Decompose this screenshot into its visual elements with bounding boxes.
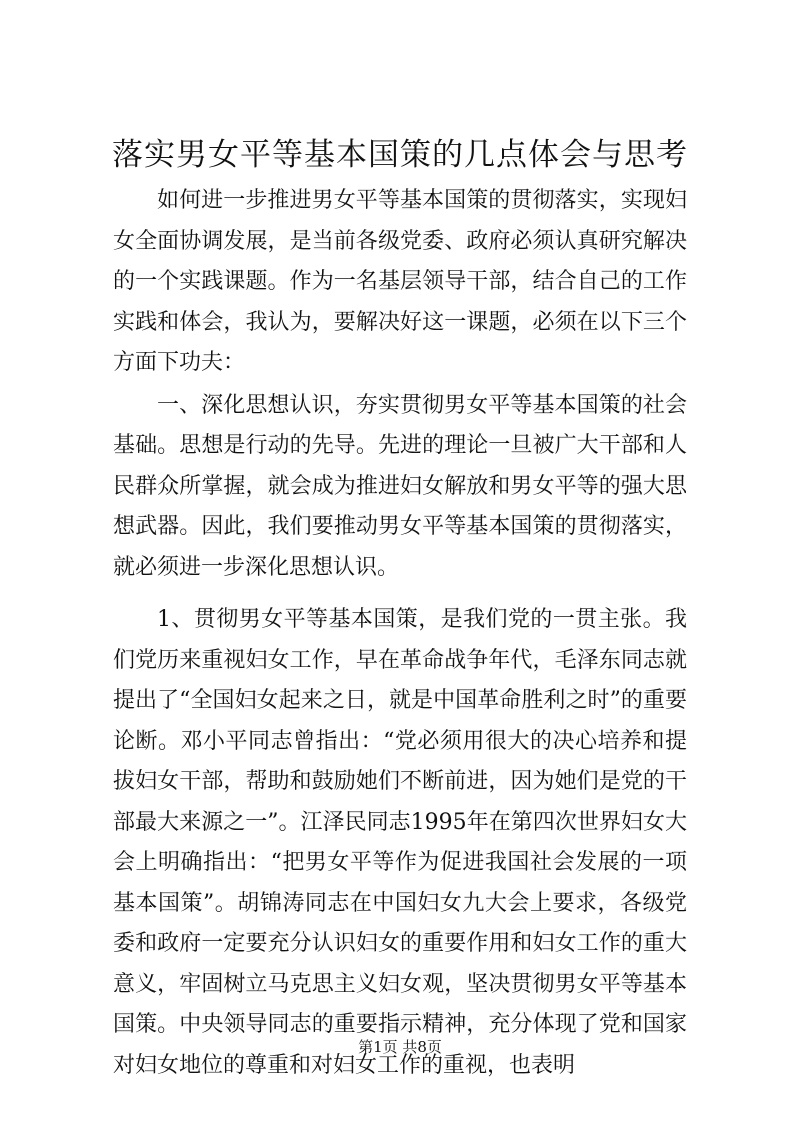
page-number-footer: 第1页 共8页 xyxy=(358,1038,442,1056)
paragraph-point-one: 1、贯彻男女平等基本国策，是我们党的一贯主张。我们党历来重视妇女工作，早在革命战争年代，毛泽东同志就提出了“全国妇女起来之日，就是中国革命胜利之时”的重要论断。邓小平同志曾指出：“党必须用很大的决心培养和提拔妇女干部，帮助和鼓励她们不断前进，因为她们是党的干部最大来源之一”。江泽民同志1995年在第四次世界妇女大会上明确指出：“把男女平等作为促进我国社会发展的一项基本国策”。胡锦涛同志在中国妇女九大会上要求，各级党委和政府一定要充分认识妇女的重要作用和妇女工作的重大意义，牢固树立马克思主义妇女观，坚决贯彻男女平等基本国策。中央领导同志的重要指示精神，充分体现了党和国家对妇女地位的尊重和对妇女工作的重视，也表明 xyxy=(113,607,687,1078)
document-title: 落实男女平等基本国策的几点体会与思考 xyxy=(112,137,688,173)
paragraph-section-one: 一、深化思想认识，夯实贯彻男女平等基本国策的社会基础。思想是行动的先导。先进的理论一旦被广大干部和人民群众所掌握，就会成为推进妇女解放和男女平等的强大思想武器。因此，我们要推动男女平等基本国策的贯彻落实，就必须进一步深化思想认识。 xyxy=(113,392,687,580)
paragraph-intro: 如何进一步推进男女平等基本国策的贯彻落实，实现妇女全面协调发展，是当前各级党委、政府必须认真研究解决的一个实践课题。作为一名基层领导干部，结合自己的工作实践和体会，我认为，要解决好这一课题，必须在以下三个方面下功夫： xyxy=(113,188,687,375)
document-body xyxy=(113,181,687,1086)
